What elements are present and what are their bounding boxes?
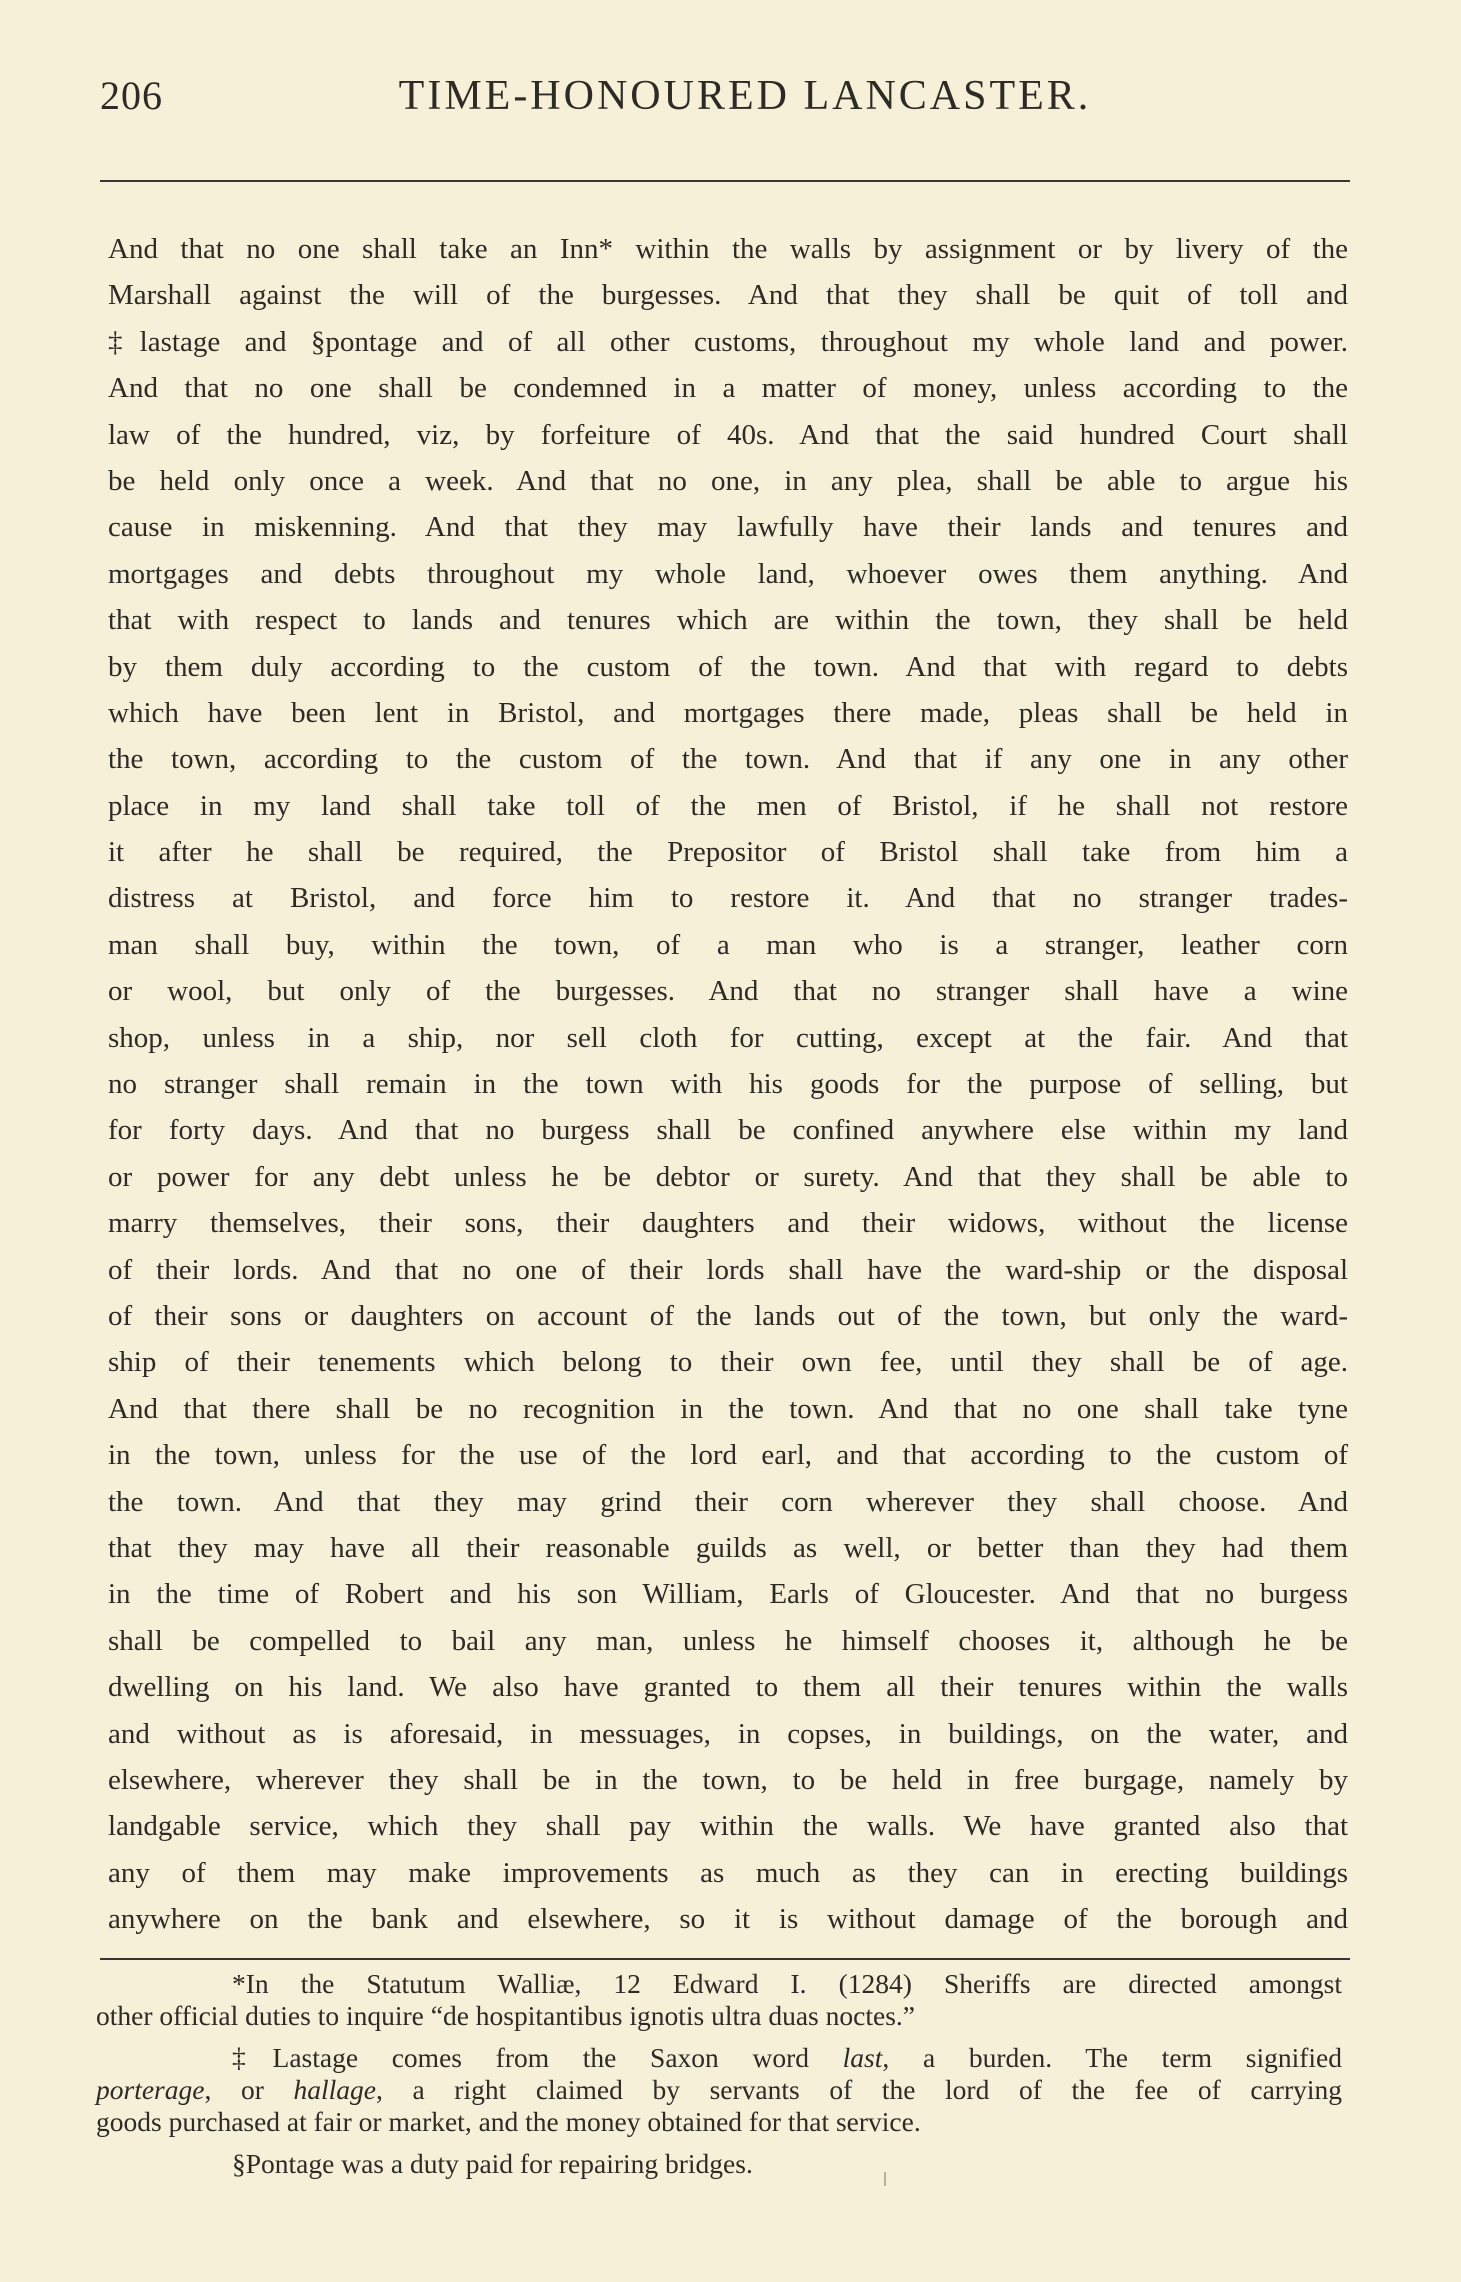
body-line: marry themselves, their sons, their daughters and their widows, without the license [108,1207,1348,1240]
body-line: in the town, unless for the use of the lord earl, and that according to the custom of [108,1439,1348,1472]
page-mark [884,2172,886,2186]
footnote-text: , a right claimed by servants of the lord of the fee of carrying [375,2074,1342,2105]
footnote-line [96,2042,1342,2074]
body-line: the town, according to the custom of the town. And that if any one in any other [108,743,1348,776]
body-line: any of them may make improvements as much as they can in erecting buildings [108,1856,1348,1889]
running-title: TIME-HONOURED LANCASTER. [398,73,1092,119]
body-line: and without as is aforesaid, in messuages, in copses, in buildings, on the water, and [108,1717,1348,1750]
footnote-line: §Pontage was a duty paid for repairing bridges. [232,2148,753,2179]
footnote-italic-term: hallage [293,2074,376,2105]
footnote-line: goods purchased at fair or market, and the money obtained for that service. [96,2106,921,2137]
footnote-pontage [96,2148,1342,2180]
footnote-text: ‡Lastage comes from the Saxon word [232,2042,843,2073]
body-line: in the time of Robert and his son William, Earls of Gloucester. And that no burgess [108,1578,1348,1611]
body-line: distress at Bristol, and force him to restore it. And that no stranger trades- [108,882,1348,915]
body-line: ship of their tenements which belong to their own fee, until they shall be of age. [108,1346,1348,1379]
body-text [108,226,1348,1942]
body-line: mortgages and debts throughout my whole land, whoever owes them anything. And [108,557,1348,590]
footnote-inn [96,1968,1342,2032]
body-line: landgable service, which they shall pay within the walls. We have granted also that [108,1810,1348,1843]
body-line: or wool, but only of the burgesses. And that no stranger shall have a wine [108,975,1348,1008]
body-line: place in my land shall take toll of the men of Bristol, if he shall not restore [108,789,1348,822]
body-line: And that there shall be no recognition in the town. And that no one shall take tyne [108,1392,1348,1425]
footnote-line: *In the Statutum Walliæ, 12 Edward I. (1284) Sheriffs are directed amongst [232,1968,1342,1999]
body-line: of their lords. And that no one of their lords shall have the ward-ship or the disposal [108,1253,1348,1286]
body-line: man shall buy, within the town, of a man who is a stranger, leather corn [108,928,1348,961]
page-number: 206 [100,73,163,118]
body-line: of their sons or daughters on account of the lands out of the town, but only the ward- [108,1299,1348,1332]
body-line: the town. And that they may grind their corn wherever they shall choose. And [108,1485,1348,1518]
header-rule [100,180,1350,182]
footnotes [96,1968,1342,2190]
body-line: cause in miskenning. And that they may lawfully have their lands and tenures and [108,511,1348,544]
body-line: no stranger shall remain in the town with his goods for the purpose of selling, but [108,1068,1348,1101]
body-line: that they may have all their reasonable guilds as well, or better than they had them [108,1531,1348,1564]
body-line: it after he shall be required, the Prepositor of Bristol shall take from him a [108,836,1348,869]
body-line: shall be compelled to bail any man, unless he himself chooses it, although he be [108,1624,1348,1657]
body-line: law of the hundred, viz, by forfeiture of 40s. And that the said hundred Court shall [108,418,1348,451]
body-line: which have been lent in Bristol, and mortgages there made, pleas shall be held in [108,696,1348,729]
body-line: be held only once a week. And that no one, in any plea, shall be able to argue his [108,464,1348,497]
body-line: that with respect to lands and tenures which are within the town, they shall be held [108,604,1348,637]
page-header [100,72,1360,132]
body-line: or power for any debt unless he be debtor or surety. And that they shall be able to [108,1160,1348,1193]
footnote-text: , a burden. The term signified [882,2042,1342,2073]
footnote-italic-term: last [842,2042,883,2073]
footnote-text: , or [204,2074,294,2105]
body-line: shop, unless in a ship, nor sell cloth for cutting, except at the fair. And that [108,1021,1348,1054]
footnote-line: other official duties to inquire “de hospitantibus ignotis ultra duas noctes.” [96,2000,915,2031]
body-line: And that no one shall take an Inn* within the walls by assignment or by livery of the [108,233,1348,265]
body-line: elsewhere, wherever they shall be in the town, to be held in free burgage, namely by [108,1763,1348,1796]
body-line: dwelling on his land. We also have granted to them all their tenures within the walls [108,1671,1348,1704]
footnote-line [96,2074,1342,2106]
body-line: Marshall against the will of the burgesses. And that they shall be quit of toll and [108,279,1348,312]
footnote-italic-term: porterage [96,2074,205,2105]
body-line: by them duly according to the custom of the town. And that with regard to debts [108,650,1348,683]
body-line: ‡lastage and §pontage and of all other customs, throughout my whole land and power. [108,325,1348,358]
body-line: anywhere on the bank and elsewhere, so it is without damage of the borough and [108,1903,1348,1936]
body-line: for forty days. And that no burgess shall be confined anywhere else within my land [108,1114,1348,1147]
footnote-rule [100,1958,1350,1960]
footnote-lastage [96,2042,1342,2138]
body-line: And that no one shall be condemned in a matter of money, unless according to the [108,372,1348,405]
